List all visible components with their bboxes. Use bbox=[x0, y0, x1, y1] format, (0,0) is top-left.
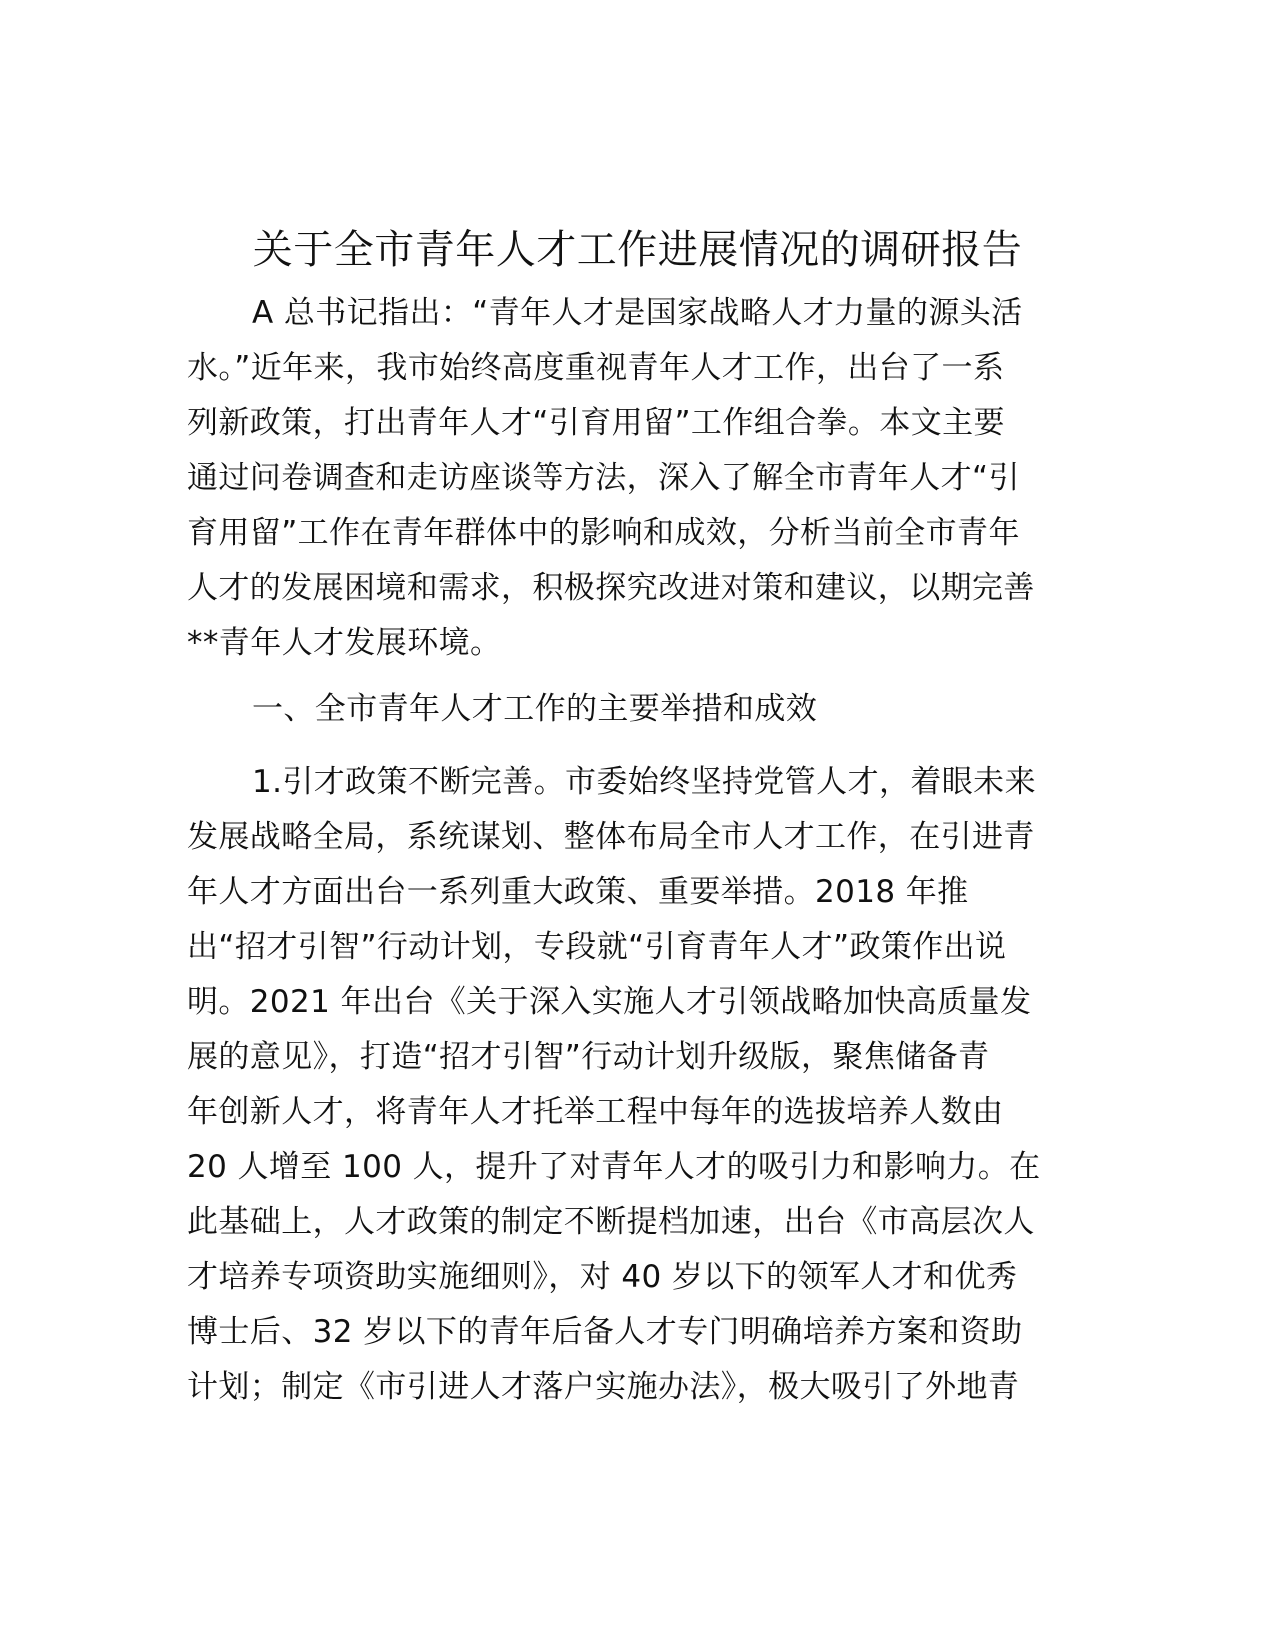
text-line: 1.引才政策不断完善。市委始终坚持党管人才，着眼未来 bbox=[252, 764, 1036, 800]
text-line: **青年人才发展环境。 bbox=[187, 625, 502, 661]
document-title: 关于全市青年人才工作进展情况的调研报告 bbox=[252, 227, 1023, 273]
text-line: 明。2021 年出台《关于深入实施人才引领战略加快高质量发 bbox=[187, 984, 1032, 1020]
text-line: 才培养专项资助实施细则》，对 40 岁以下的领军人才和优秀 bbox=[187, 1259, 1018, 1295]
section-heading: 一、全市青年人才工作的主要举措和成效 bbox=[252, 691, 818, 727]
text-line: 博士后、32 岁以下的青年后备人才专门明确培养方案和资助 bbox=[187, 1314, 1023, 1350]
text-line: 育用留”工作在青年群体中的影响和成效，分析当前全市青年 bbox=[187, 515, 1020, 551]
text-line: 此基础上，人才政策的制定不断提档加速，出台《市高层次人 bbox=[187, 1204, 1035, 1240]
text-line: 出“招才引智”行动计划，专段就“引育青年人才”政策作出说 bbox=[187, 929, 1007, 965]
text-line: 年创新人才，将青年人才托举工程中每年的选拔培养人数由 bbox=[187, 1094, 1004, 1130]
text-line: 列新政策，打出青年人才“引育用留”工作组合拳。本文主要 bbox=[187, 405, 1005, 441]
text-line: 20 人增至 100 人，提升了对青年人才的吸引力和影响力。在 bbox=[187, 1149, 1041, 1185]
text-line: A 总书记指出：“青年人才是国家战略人才力量的源头活 bbox=[252, 295, 1023, 331]
text-line: 发展战略全局，系统谋划、整体布局全市人才工作，在引进青 bbox=[187, 819, 1035, 855]
text-line: 展的意见》，打造“招才引智”行动计划升级版，聚焦储备青 bbox=[187, 1039, 990, 1075]
text-line: 水。”近年来，我市始终高度重视青年人才工作，出台了一系 bbox=[187, 350, 1005, 386]
text-line: 计划；制定《市引进人才落户实施办法》，极大吸引了外地青 bbox=[187, 1369, 1020, 1405]
text-line: 通过问卷调查和走访座谈等方法，深入了解全市青年人才“引 bbox=[187, 460, 1020, 496]
text-line: 人才的发展困境和需求，积极探究改进对策和建议，以期完善 bbox=[187, 570, 1035, 606]
text-line: 年人才方面出台一系列重大政策、重要举措。2018 年推 bbox=[187, 874, 969, 910]
